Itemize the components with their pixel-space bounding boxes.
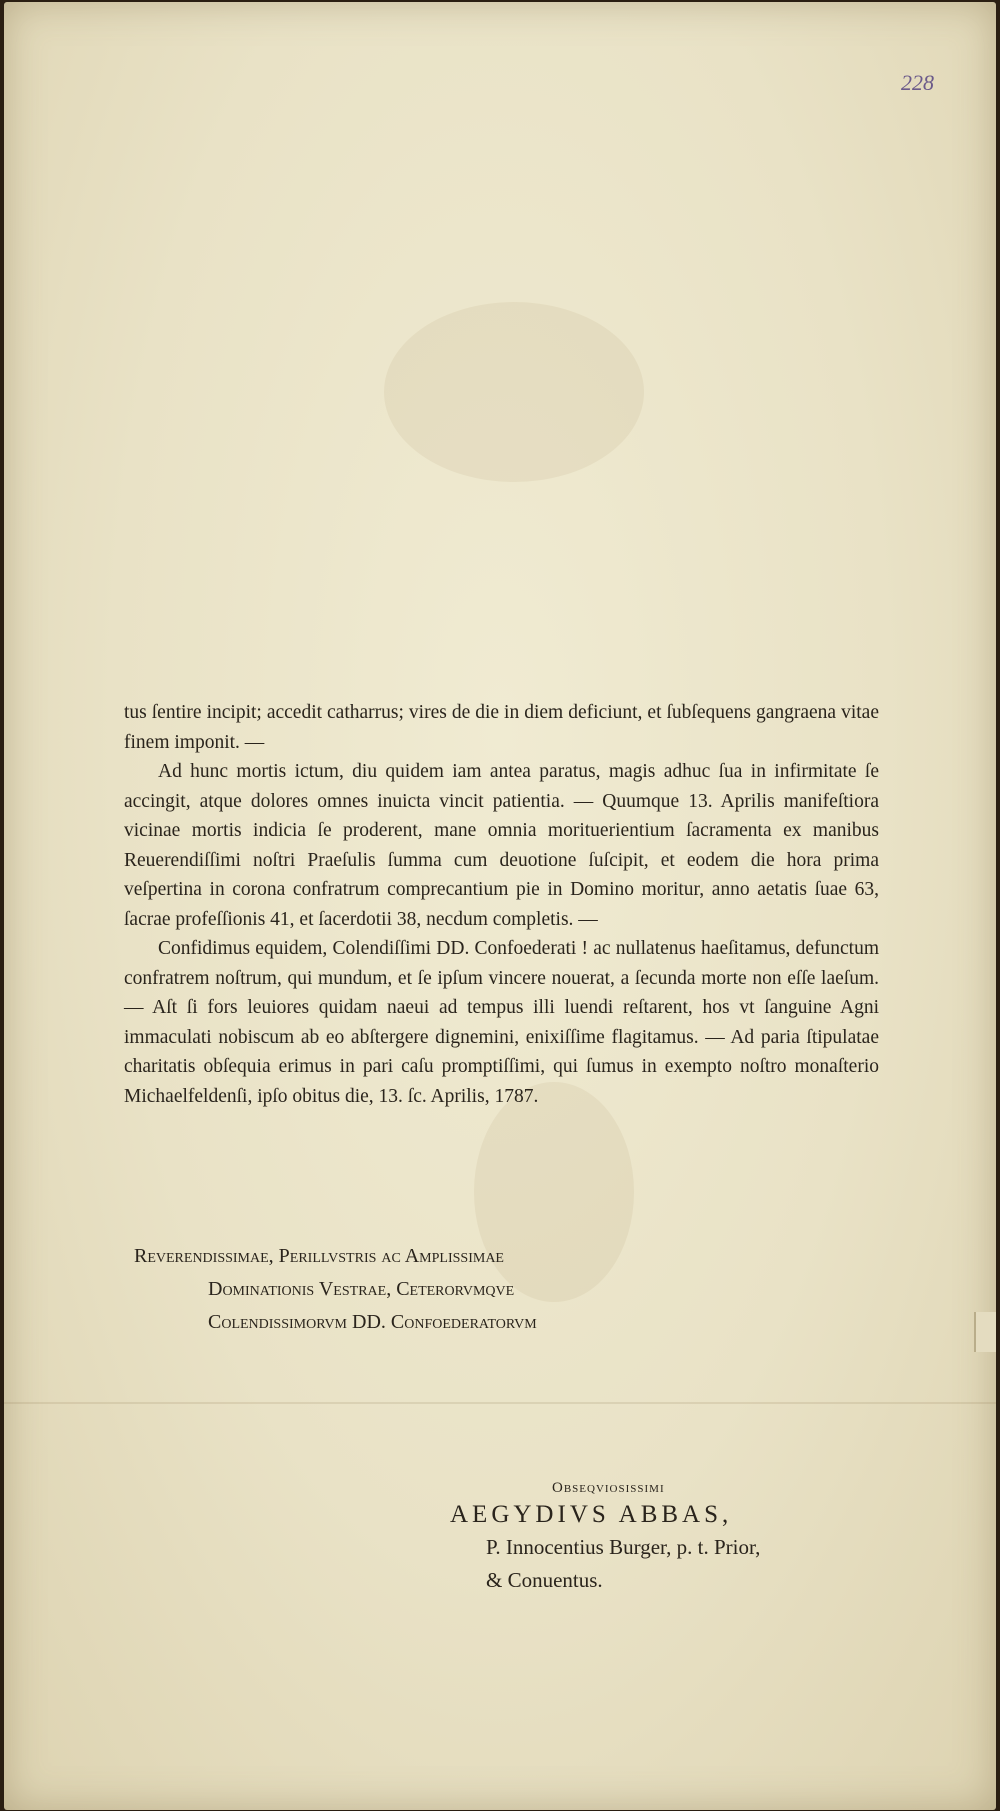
paragraph: Ad hunc mortis ictum, diu quidem iam antea paratus, magis adhuc ſua in infirmitate ſe accingit, atque dolores omnes inuicta vincit patientia. — Quumque 13. Aprilis manifeſtiora vicinae mortis indicia ſe proderent, mane omnia morituerientium ſacramenta ex manibus Reuerendiſſimi noſtri Praeſulis ſumma cum deuotione ſuſcipit, et eodem die hora prima veſpertina in corona confratrum comprecantium pie in Domino moritur, anno aetatis ſuae 63, ſacrae profeſſionis 41, et ſacerdotii 38, necdum completis. —	[124, 761, 879, 930]
paragraph: Confidimus equidem, Colendiſſimi DD. Confoederati ! ac nullatenus haeſitamus, defunctum confratrem noſtrum, qui mundum, et ſe ipſum vincere nouerat, a ſecunda morte non eſſe laeſum. — Aſt ſi fors leuiores quidam naeui ad tempus illi luendi reſtarent, hos vt ſanguine Agni immaculati nobiscum ab eo abſtergere dignemini, enixiſſime flagitamus. — Ad paria ſtipulatae charitatis obſequia erimus in pari caſu promptiſſimi, qui ſumus in exempto noſtro monaſterio Michaelfeldenſi, ipſo obitus die, 13. ſc. Aprilis, 1787.	[124, 938, 879, 1107]
salutation	[134, 1240, 537, 1339]
paper-tab	[974, 1312, 996, 1352]
paragraph: tus ſentire incipit; accedit catharrus; vires de die in diem deficiunt, et ſubſequens gangraena vitae finem imponit. —	[124, 702, 879, 753]
document-page	[4, 2, 996, 1810]
signature-block	[450, 1480, 760, 1593]
signature-abbas: AEGYDIVS ABBAS,	[450, 1501, 733, 1528]
salutation-line: Reverendissimae, Perillvstris ac Amplissimae	[134, 1245, 504, 1267]
salutation-line: Colendissimorvm DD. Confoederatorvm	[208, 1311, 537, 1333]
paper-stain	[384, 302, 644, 482]
signature-prior: P. Innocentius Burger, p. t. Prior,	[486, 1535, 761, 1559]
salutation-line: Dominationis Vestrae, Ceterorvmqve	[208, 1278, 515, 1300]
fold-line	[4, 1402, 996, 1404]
page-number: 228	[901, 70, 934, 95]
letter-body	[124, 698, 879, 1111]
signature-obsequiosissimi: Obseqviosissimi	[552, 1480, 665, 1496]
signature-conventus: & Conuentus.	[486, 1568, 603, 1592]
